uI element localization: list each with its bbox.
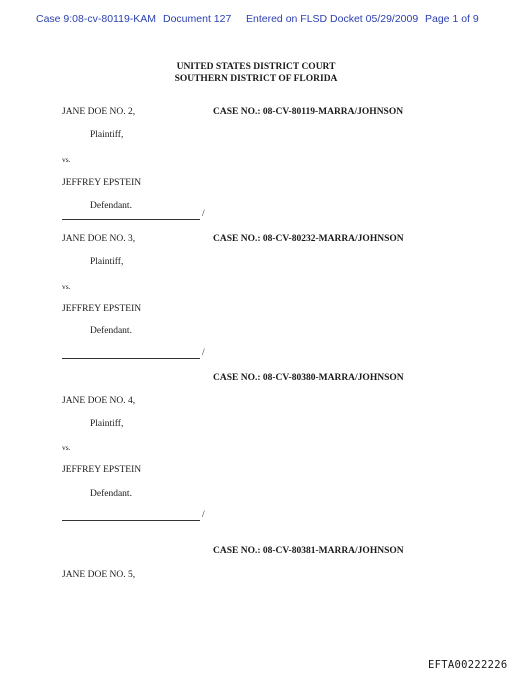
caption-rule-2 [62,358,200,359]
defendant-name-1: JEFFREY EPSTEIN [62,178,142,188]
plaintiff-label-2: Plaintiff, [90,257,124,267]
caption-slash-1: / [202,209,205,219]
defendant-label-2: Defendant. [90,326,132,336]
caption-slash-3: / [202,510,205,520]
case-number-2: CASE NO.: 08-CV-80232-MARRA/JOHNSON [213,234,404,244]
header-document-number: Document 127 [163,13,232,25]
defendant-name-2: JEFFREY EPSTEIN [62,304,142,314]
versus-3: vs. [62,443,71,452]
case-number-1: CASE NO.: 08-CV-80119-MARRA/JOHNSON [213,107,404,117]
case-number-4: CASE NO.: 08-CV-80381-MARRA/JOHNSON [213,546,404,556]
plaintiff-label-1: Plaintiff, [90,130,124,140]
case-number-3: CASE NO.: 08-CV-80380-MARRA/JOHNSON [213,373,404,383]
plaintiff-name-3: JANE DOE NO. 4, [62,396,136,406]
defendant-label-1: Defendant. [90,201,132,211]
header-page-number: Page 1 of 9 [425,13,479,25]
bates-number: EFTA00222226 [428,659,508,671]
header-docket-entry: Entered on FLSD Docket 05/29/2009 [246,13,419,25]
caption-slash-2: / [202,348,205,358]
versus-1: vs. [62,155,71,164]
header-case-number: Case 9:08-cv-80119-KAM [36,13,157,25]
plaintiff-name-4: JANE DOE NO. 5, [62,570,136,580]
caption-rule-3 [62,520,200,521]
court-name: UNITED STATES DISTRICT COURT [176,62,336,72]
defendant-label-3: Defendant. [90,489,132,499]
court-district: SOUTHERN DISTRICT OF FLORIDA [174,74,338,84]
caption-rule-1 [62,219,200,220]
plaintiff-name-1: JANE DOE NO. 2, [62,107,136,117]
plaintiff-label-3: Plaintiff, [90,419,124,429]
plaintiff-name-2: JANE DOE NO. 3, [62,234,136,244]
versus-2: vs. [62,282,71,291]
defendant-name-3: JEFFREY EPSTEIN [62,465,142,475]
